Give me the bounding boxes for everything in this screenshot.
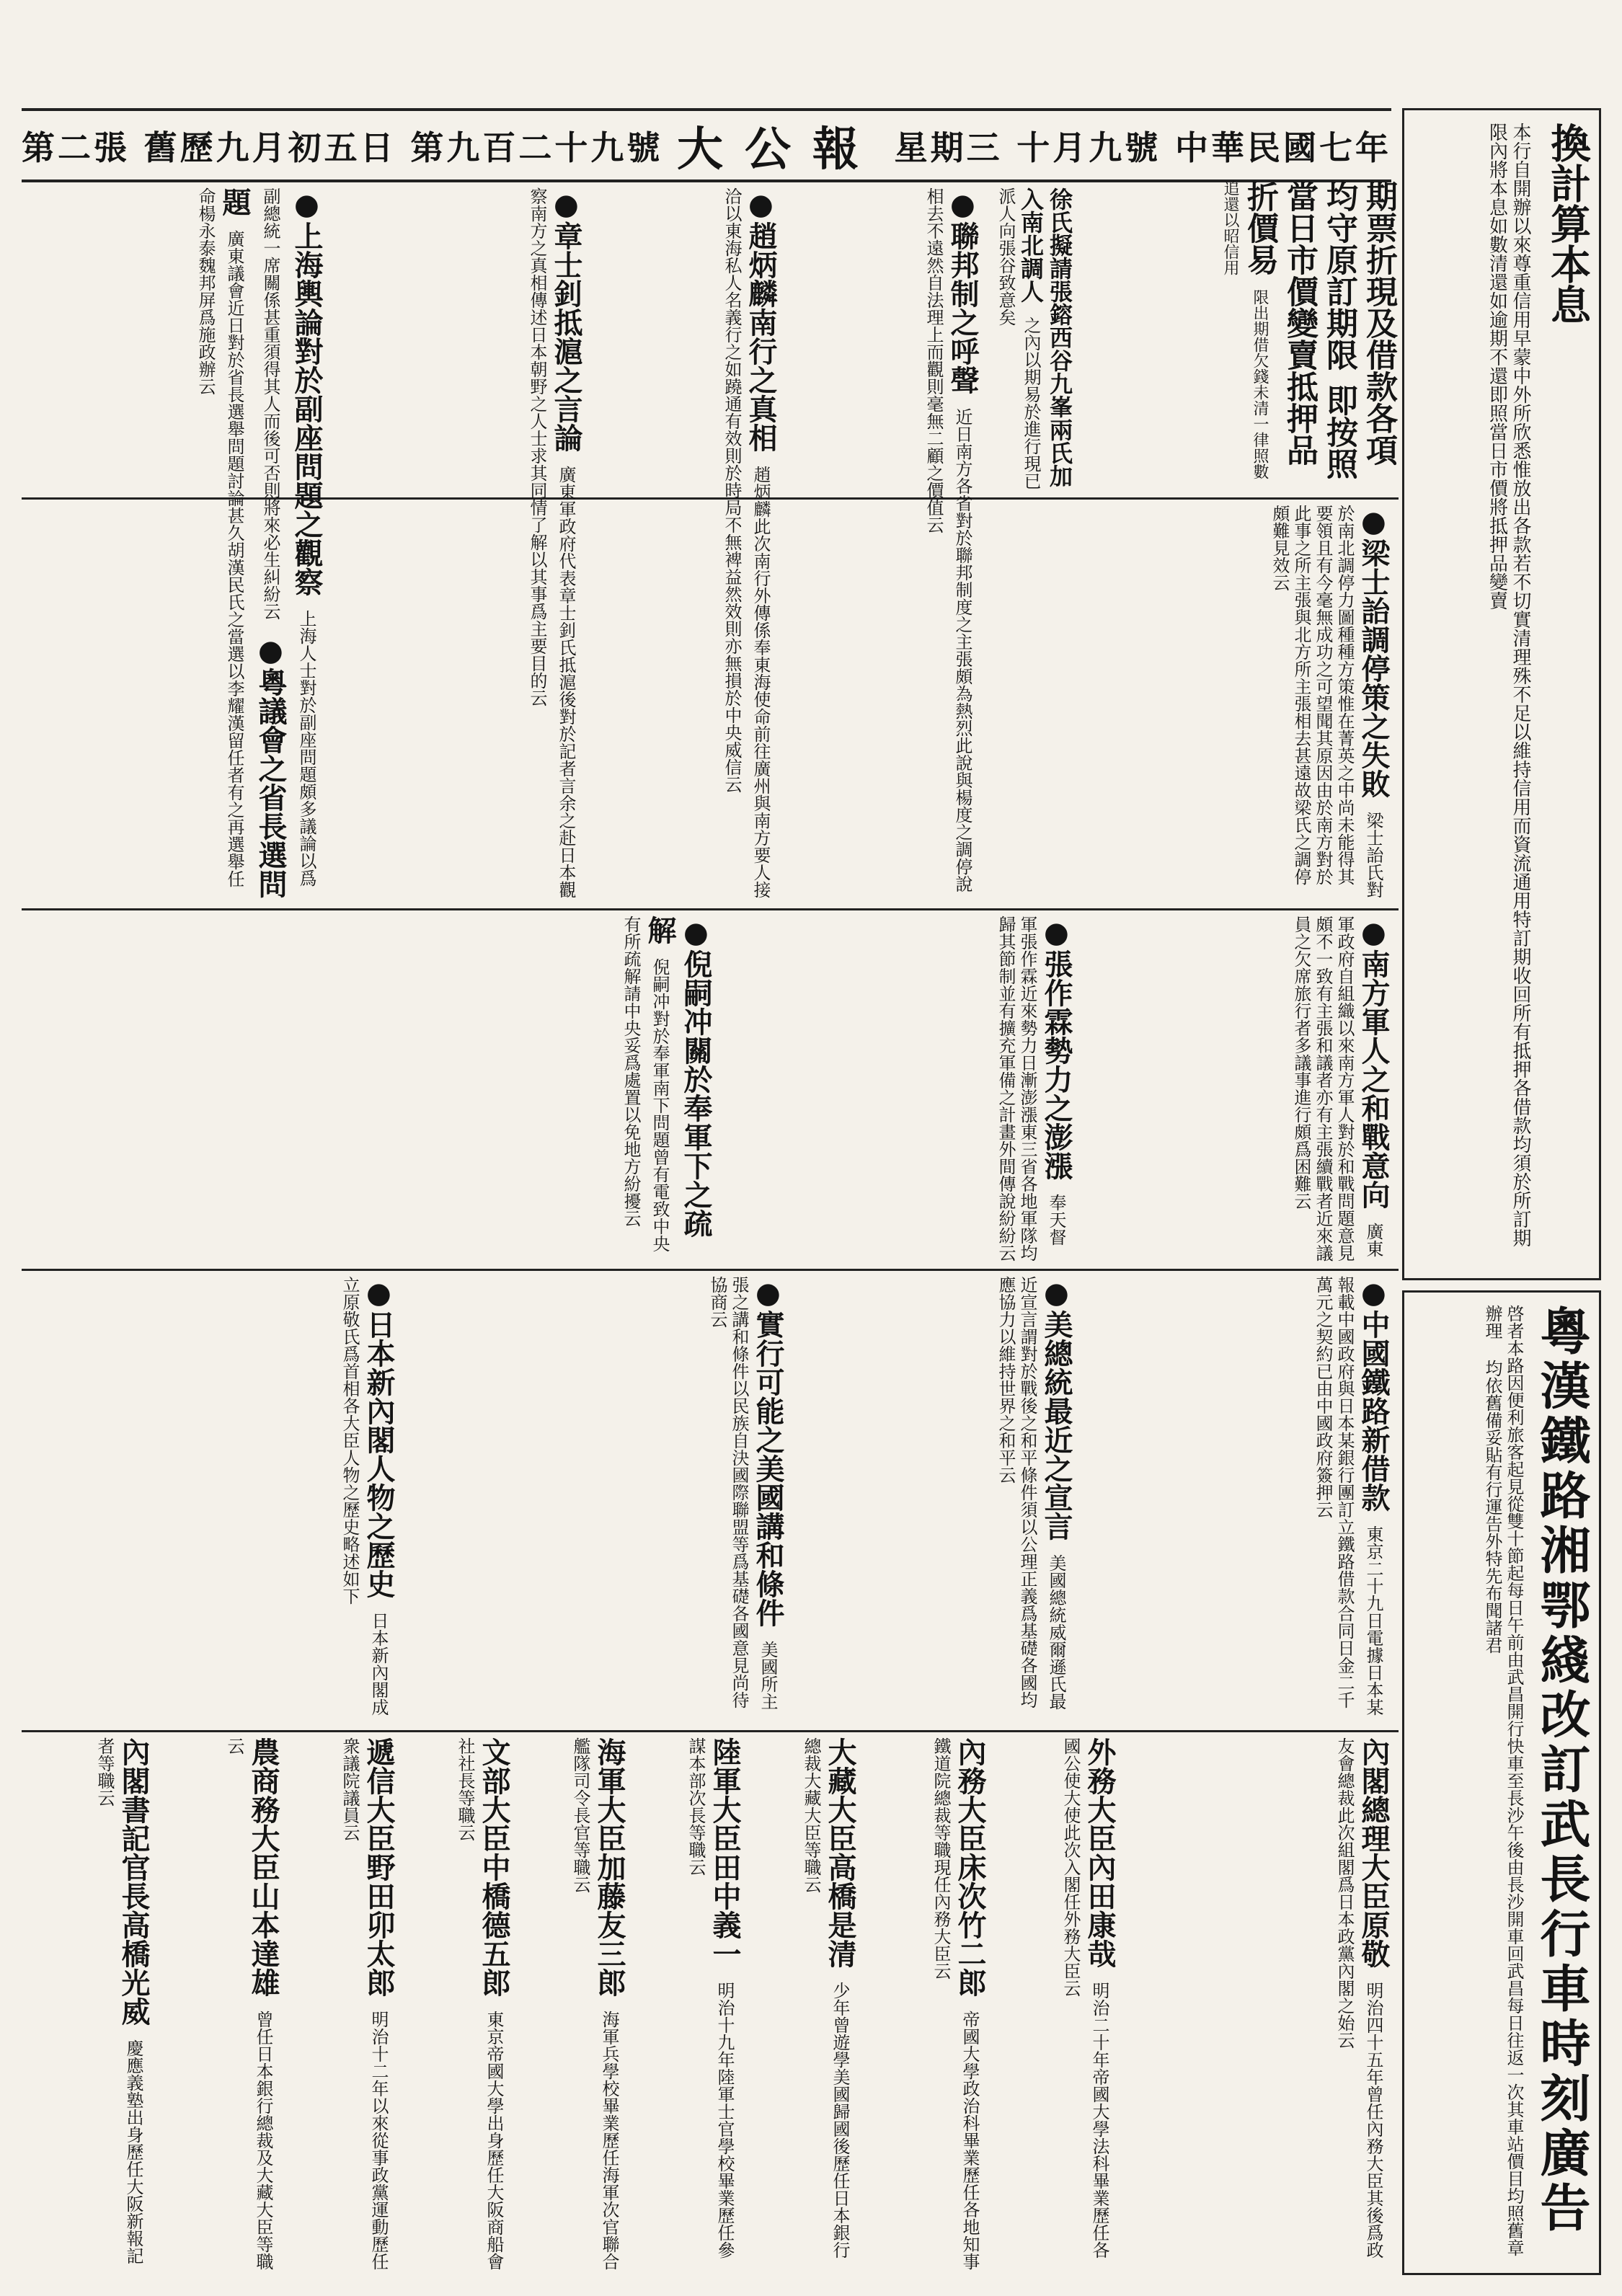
notice-head-3: 即按照當日市價變賣抵押品折價易 — [1241, 180, 1357, 479]
article-4: ● 趙炳麟南行之真相 趙炳麟此次南行外傳係奉東海使命前往廣州與南方要人接洽以東海私人名義行之如蹺通有效則於時局不無裨益然效則亦無損於中央威信云 — [591, 187, 779, 901]
article-1: ● 梁士詒調停策之失敗 梁士詒氏對於南北調停力圖種種方策惟在菁英之中尚未能得其要領且有今毫無成功之可望聞其原因由於南方對於此事之所主張與北方所主張相去甚遠故梁氏之調停頗難見效云 — [1081, 505, 1391, 901]
bio-4: 大藏大臣高橋是清 少年曾遊學美國歸國後歷任日本銀行總裁大藏大臣等職云 — [801, 1737, 857, 2259]
bio-10: 內閣書記官長高橋光威 慶應義塾出身歷任大阪新報記者等職云 — [94, 1737, 151, 2264]
bio-7: 文部大臣中橋德五郎 東京帝國大學出身歷任大阪商船會社社長等職云 — [455, 1737, 511, 2270]
bio-2: 外務大臣內田康哉 明治二十年帝國大學法科畢業歷任各國公使大使此次入閣任外務大臣云 — [1060, 1737, 1117, 2259]
issue-number: 第九百二十九號 — [410, 128, 663, 167]
date: 十月九號 — [1016, 128, 1161, 167]
page-number: 第二張 — [22, 128, 130, 167]
notice-small: 限出期借欠錢未清一律照數追還以昭信用 — [1221, 180, 1269, 479]
article-8: ● 南方軍人之和戰意向 廣東軍政府自組織以來南方軍人對於和戰問題意見頗不一致有主張和議者亦有主張續戰者近來議員之欠席旅行者多議事進行頗爲困難云 — [1081, 916, 1391, 1262]
article-3: ● 聯邦制之呼聲 近日南方各省對於聯邦制度之主張頗為熱烈此說與楊度之調停說相去不遠然自法理上而觀則毫無二顧之價值云 — [786, 187, 980, 901]
masthead — [22, 108, 1391, 182]
bio-1: 內閣總理大臣原敬 明治四十五年曾任內務大臣其後爲政友會總裁此次組閣爲日本政黨內閣之始云 — [1334, 1737, 1391, 2259]
rule — [22, 908, 1399, 910]
article-9: ● 張作霖勢力之澎漲 奉天督軍張作霖近來勢力日漸澎漲東三省各地軍隊均歸其節制並有擴充軍備之計畫外間傳說紛紛云 — [721, 916, 1074, 1262]
railway-ad-title: 粵漢鐵路湘鄂綫改訂武長行車時刻廣告 — [1532, 1305, 1592, 2236]
article-2: 徐氏擬請張鎔西谷九峯兩氏加入南北調人 之內以期易於進行現已派人向張谷致意矣 — [996, 187, 1073, 489]
article-6: ● 上海輿論對於副座問題之觀察 上海人士對於副座問題頗多議論以爲副總統一席關係甚重須得其人而後可否則將來必生糾紛云 ● 粵議會之省長選問題 廣東議會近日對於省長選舉問題討論甚久胡漢民氏之當選以李耀漢留任者有之再選舉任命楊永泰魏邦屏爲施政辦云 — [29, 187, 324, 901]
article-5: ● 章士釗抵滬之言論 廣東軍政府代表章士釗氏抵滬後對於記者言余之赴日本觀察南方之真相傳述日本朝野之人士求其同情了解以其事爲主要目的云 — [332, 187, 584, 901]
bio-6: 海軍大臣加藤友三郎 海軍兵學校畢業歷任海軍次官聯合艦隊司令長官等職云 — [570, 1737, 626, 2270]
railway-ad-body: 啓者本路因便利旅客起見從雙十節起每日午前由武昌開行快車至長沙午後由長沙開車回武昌每日往返一次其車站價目均照舊章辦理 均依舊備妥貼有行運告外特先布聞諸君 — [1482, 1305, 1524, 2256]
newspaper-title: 大公報 — [676, 122, 880, 177]
lunar-date: 舊歷九月初五日 — [143, 128, 396, 167]
rule — [22, 1730, 1399, 1732]
bio-8: 遞信大臣野田卯太郎 明治十二年以來從事政黨運動歷任衆議院議員云 — [340, 1737, 396, 2270]
rule — [22, 1269, 1399, 1271]
article-7-body: 廣東議會近日對於省長選舉問題討論甚久胡漢民氏之當選以李耀漢留任者有之再選舉任命楊永泰魏邦屏爲施政辦云 — [195, 187, 244, 887]
weekday: 星期三 — [894, 128, 1003, 167]
article-11: ● 中國鐵路新借款 東京二十九日電據日本某報載中國政府與日本某銀行團訂立鐵路借款合同日金二千萬元之契約已由中國政府簽押云 — [1081, 1276, 1391, 1723]
article-14: ● 日本新內閣人物之歷史 日本新內閣成立原敬氏爲首相各大臣人物之歷史略述如下 — [29, 1276, 396, 1723]
notice-headlines — [1081, 180, 1399, 483]
republic-date: 中華民國七年 — [1174, 128, 1391, 167]
notice-head-2: 期票折現及借款各項均守原訂期限 — [1321, 180, 1397, 466]
bio-5: 陸軍大臣田中義一 明治十九年陸軍士官學校畢業歷任參謀本部次長等職云 — [686, 1737, 742, 2259]
notice-headline: 換計算本息 — [1544, 123, 1592, 324]
notice-body: 本行自開辦以來尊重信用早蒙中外所欣悉惟放出各款若不切實清理殊不足以維持信用而資流通用特訂期收回所有抵押各借款均須於所訂期限內將本息如數清還如逾期不還即照當日市價將抵押品變賣 — [1486, 123, 1531, 1247]
article-7-head: ● 粵議會之省長選問題 — [218, 187, 288, 898]
article-10: ● 倪嗣冲關於奉軍下之疏解 倪嗣冲對於奉軍南下問題曾有電致中央有所疏解請中央妥爲處置以免地方紛擾云 — [29, 916, 714, 1262]
article-12: ● 美總統最近之宣言 美國總統威爾遜氏最近宣言謂對於戰後之和平條件須以公理正義爲基礎各國均應協力以維持世界之和平云 — [793, 1276, 1074, 1723]
bio-3: 內務大臣床次竹二郎 帝國大學政治科畢業歷任各地知事鐵道院總裁等職現任內務大臣云 — [931, 1737, 987, 2270]
article-13: ● 實行可能之美國講和條件 美國所主張之講和條件以民族自決國際聯盟等爲基礎各國意見尚待協商云 — [404, 1276, 786, 1723]
bio-9: 農商務大臣山本達雄 曾任日本銀行總裁及大藏大臣等職云 — [224, 1737, 280, 2270]
